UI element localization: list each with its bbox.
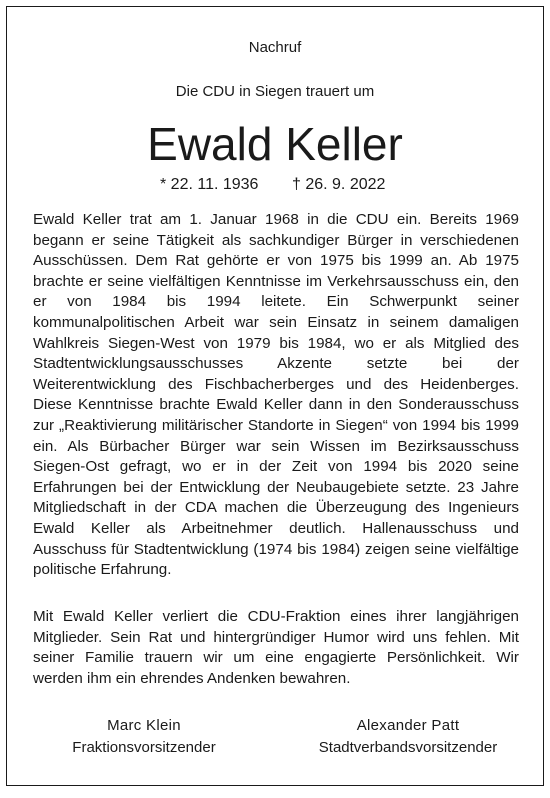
- death-date: † 26. 9. 2022: [292, 176, 386, 193]
- signature-right: [297, 715, 519, 759]
- birth-date: * 22. 11. 1936: [160, 176, 259, 193]
- signature-left: [49, 715, 239, 759]
- signatory-role: Fraktionsvorsitzender: [72, 739, 216, 756]
- notice-intro: Die CDU in Siegen trauert um: [175, 83, 375, 100]
- obituary-notice: [6, 6, 544, 786]
- signatory-name: Marc Klein: [107, 717, 181, 734]
- deceased-name: Ewald Keller: [147, 118, 403, 170]
- farewell-paragraph: Mit Ewald Keller verliert die CDU-Fraktion eines ihrer langjährigen Mitglieder. Sein Rat und hintergründiger Humor wird uns fehlen. Mit seiner Familie trauern wir um eine engagierte Persönlichkeit. Wir werden ihm ein ehrendes Andenken bewahren.: [33, 608, 519, 687]
- signatory-role: Stadtverbandsvorsitzender: [318, 739, 498, 756]
- biography-paragraph: Ewald Keller trat am 1. Januar 1968 in die CDU ein. Bereits 1969 begann er seine Tätigkeit als sachkundiger Bürger in verschiedenen Ausschüssen. Dem Rat gehörte er von 1975 bis 1999 an. Ab 1975 brachte er seine vielfältigen Kenntnisse im Verkehrsausschuss ein, den er von 1984 bis 1994 leitete. Ein Schwerpunkt seiner kommunalpolitischen Arbeit war sein Einsatz in seinem damaligen Wahlkreis Siegen-West von 1979 bis 1984, wo er als Mitglied des Stadtentwicklungsausschusses Akzente setzte bei der Weiterentwicklung des Fischbacherberges und des Heidenberges. Diese Kenntnisse brachte Ewald Keller dann in den Sonderausschuss zur „Reaktivierung militärischer Standorte in Siegen“ von 1994 bis 1999 ein. Als Bürbacher Bürger war sein Wissen im Bezirksausschuss Siegen-Ost gefragt, wo er in der Zeit von 1994 bis 2020 seine Erfahrungen bei der Entwicklung der Neubaugebiete setzte. 23 Jahre Mitgliedschaft in der CDA machen die Überzeugung des Ingenieurs Ewald Keller als Arbeitnehmer deutlich. Hallenausschuss und Ausschuss für Stadtentwicklung (1974 bis 1984) zeigen seine vielfältige politische Erfahrung.: [33, 211, 519, 579]
- signatory-name: Alexander Patt: [356, 717, 460, 734]
- notice-heading: Nachruf: [248, 39, 302, 56]
